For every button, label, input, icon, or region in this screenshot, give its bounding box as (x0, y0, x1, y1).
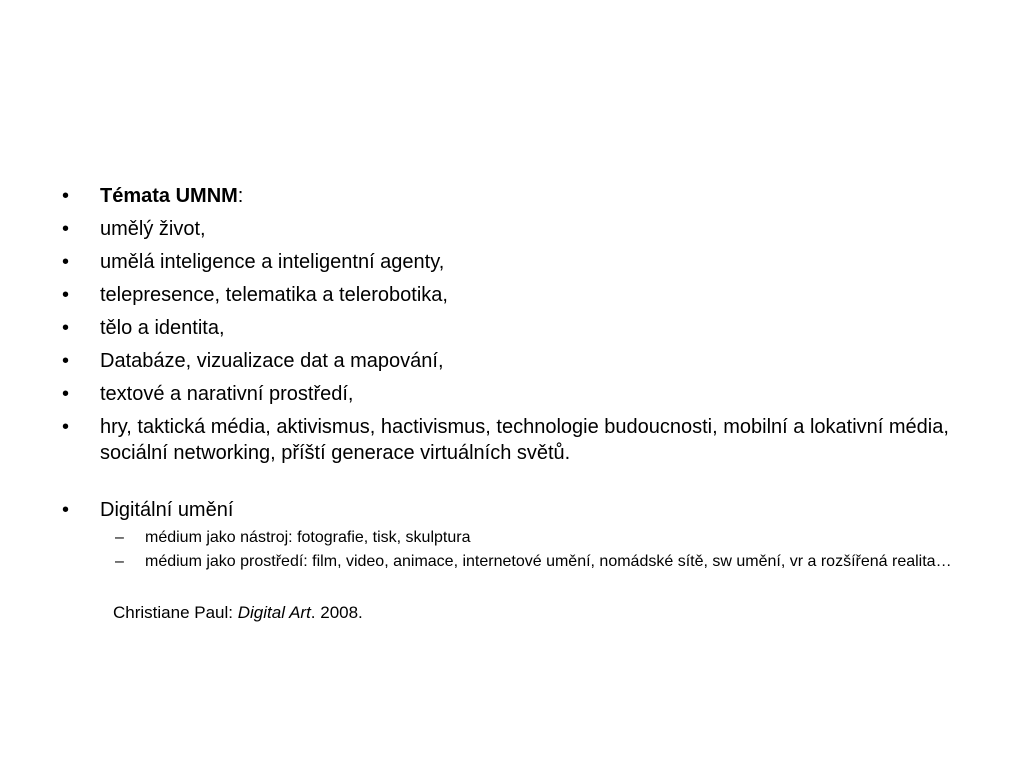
topics-heading-colon: : (237, 185, 244, 207)
topic-item-text: Databáze, vizualizace dat a mapování, (100, 350, 444, 372)
digital-subitem-text: médium jako nástroj: fotografie, tisk, skulptura (145, 529, 471, 546)
topic-item-text: umělý život, (100, 218, 206, 240)
topic-item (60, 249, 980, 275)
topic-item-text: umělá inteligence a inteligentní agenty, (100, 251, 445, 273)
topic-item-text: tělo a identita, (100, 317, 225, 339)
bullet: • (62, 499, 70, 521)
citation (60, 601, 980, 625)
bullet: • (62, 284, 70, 306)
topics-heading-text: Témata UMNM (100, 185, 238, 207)
topic-item (60, 216, 980, 242)
citation-year: . 2008. (310, 603, 363, 622)
dash-bullet: – (115, 529, 124, 546)
bullet: • (62, 383, 70, 405)
bullet: • (62, 350, 70, 372)
bullet: • (62, 185, 70, 207)
topic-item (60, 414, 980, 466)
bullet: • (62, 218, 70, 240)
topic-item (60, 381, 980, 407)
spacer (60, 473, 980, 497)
citation-author: Christiane Paul: (113, 603, 238, 622)
digital-subitem-text: médium jako prostředí: film, video, animace, internetové umění, nomádské sítě, sw umění, vr a rozšířená realita… (145, 553, 952, 570)
digital-subitem (60, 527, 980, 549)
topic-item (60, 315, 980, 341)
bullet: • (62, 317, 70, 339)
topic-item (60, 282, 980, 308)
citation-title: Digital Art (237, 603, 311, 622)
digital-subitem (60, 551, 980, 573)
dash-bullet: – (115, 553, 124, 570)
topic-item-text: hry, taktická média, aktivismus, hactivismus, technologie budoucnosti, mobilní a lokativní média, sociální networking, příští generace virtuálních světů. (100, 416, 949, 464)
digital-art-item (60, 497, 980, 523)
topics-heading (60, 183, 980, 209)
slide-body (60, 183, 980, 625)
digital-art-label: Digitální umění (100, 499, 234, 521)
topic-item-text: telepresence, telematika a telerobotika, (100, 284, 448, 306)
topic-item-text: textové a narativní prostředí, (100, 383, 354, 405)
bullet: • (62, 416, 70, 438)
topic-item (60, 348, 980, 374)
bullet: • (62, 251, 70, 273)
